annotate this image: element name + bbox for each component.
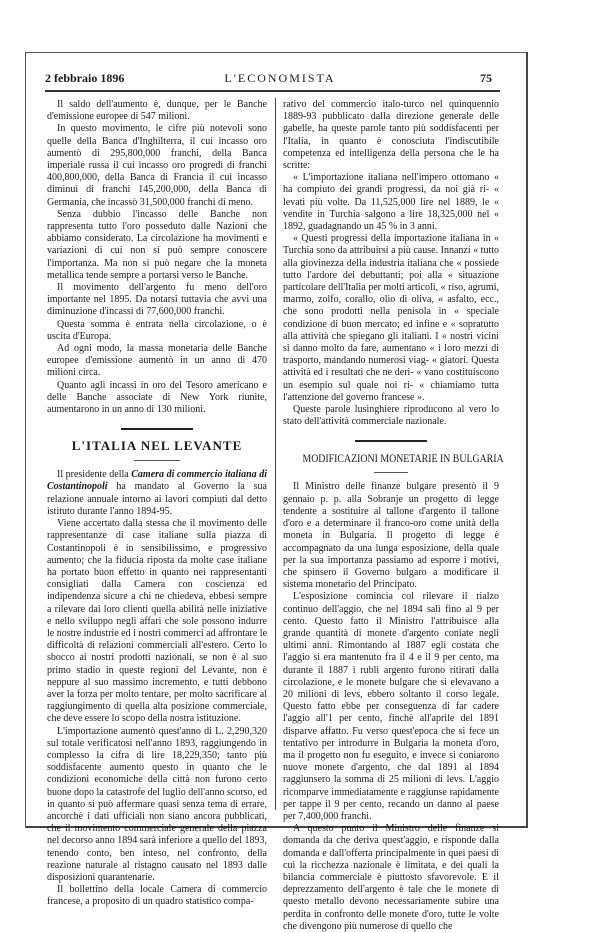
paragraph: Il presidente della Camera di commercio italiana di Costantinopoli ha mandato al Governo la sua relazione annuale intorno ai lavori compiuti dal detto istituto durante l'anno 1894-95. — [47, 469, 267, 517]
paragraph: Questa somma è entrata nella circolazione, o è uscita d'Europa. — [47, 318, 267, 342]
section-rule — [134, 460, 180, 461]
section-title-bulgaria: MODIFICAZIONI MONETARIE IN BULGARIA — [302, 451, 504, 466]
paragraph: Il Ministro delle finanze bulgare presentò il 9 gennaio p. p. alla Sobranje un progetto di legge tendente a sostituire al tallone d'argento il tallone d'oro e a determinare il franco-oro come unità della moneta in Bulgaria. Il progetto di legge è accompagnato da una lunga esposizione, della quale per la sua importanza passiamo ad esporre i motivi, che spinsero il Governo bulgaro a modificare il sistema monetario del Principato. — [283, 481, 499, 591]
section-rule — [121, 428, 193, 430]
quote: « L'importazione italiana nell'impero ottomano « ha compiuto dei grandi progressi, da noi già ri- « levati più volte. Da 11,525,000 lire nel 1889, le « vendite in Turchia salgono a lire 18,325,000 nel « 1892, guadagnando un 45 % in 3 anni. — [283, 172, 499, 233]
issue-date: 2 febbraio 1896 — [45, 71, 125, 85]
paragraph: Il movimento dell'argento fu meno dell'oro importante nel 1895. Da notarsi tuttavia che avvi una diminuzione d'incassi di 77,600,000 franchi. — [47, 282, 267, 318]
levante-article — [47, 469, 267, 908]
page-number: 75 — [480, 71, 492, 85]
paragraph: Ad ogni modo, la massa monetaria delle Banche europee d'emissione aumentò in un anno di 470 milioni circa. — [47, 343, 267, 379]
section-title-levante: L'ITALIA NEL LEVANTE — [71, 438, 243, 454]
quote: « Questi progressi della importazione italiana in « Turchia sono da attribuirsi a più cause. Innanzi « tutto alla giovinezza della industria italiana che « possiede tutto l'ardore dei debuttanti; poi alla « situazione particolare dell'Italia per molti articoli, « riso, agrumi, marmo, zolfo, corallo, olio di oliva, « asfalto, ecc., che sono prodotti nella penisola in « speciale condizione di buon mercato; ed infine e « sopratutto alla attività che spiegano gli italiani. I « nostri vicini si danno molto da fare, aumentano « i loro mezzi di trasporto, mandando numerosi viag- « giatori. Questa attività ed i resultati che ne deri- « vano costituiscono un esempio sul quale noi ri- « chiamiamo tutta l'attenzione del governo francese ». — [283, 233, 499, 403]
chamber-name: Camera di commercio italiana di Costantinopoli — [47, 469, 267, 493]
left-column-top — [47, 99, 267, 416]
paragraph: Queste parole lusinghiere riproducono al vero lo stato dell'attività commerciale nazionale. — [283, 404, 499, 428]
bulgaria-article — [283, 481, 499, 933]
paragraph: L'importazione aumentò quest'anno di L. 2,290,320 sul totale verificatosi nell'anno 1893, raggiungendo in complesso la cifra di lire 18,229,350; tanto più soddisfacente aumento questo in quanto che le condizioni economiche della città non furono certo buone dopo la catastrofe del luglio dell'anno scorso, ed in quanto si può affermare quasi senza tema di errare, ancorchè i dati ufficiali non siano ancora pubblicati, che il movimento commerciale generale della piazza nel decorso anno 1894 sarà inferiore a quello del 1893, tenendo conto, ben inteso, nel confronto, della reazione naturale al ristagno causato nel 1893 dalle disposizioni quarantenarie. — [47, 725, 267, 883]
journal-title: L'ECONOMISTA — [224, 71, 336, 85]
section-rule — [355, 440, 427, 442]
paragraph: Il bollettino della locale Camera di commercio francese, a proposito di un quadro statistico compa- — [47, 884, 267, 908]
right-column — [283, 99, 504, 933]
paragraph: L'esposizione comincia col rilevare il rialzo continuo dell'aggio, che nel 1894 salì fino al 9 per cento. Questo fatto il Ministro l'attribuisce alla grande quantità di monete d'argento coniate negli ultimi anni. Rimontando al 1887 egli costata che l'aggio si era mantenuto fra il 4 e il 9 per cento, ma durante il 1887 i rubli argento furono ritirati dalla circolazione, e le monete bulgare che si elevavano a 20 milioni di levs, ebbero soltanto il corso legale. Questo fatto ebbe per conseguenza di far cadere l'aggio all'1 per cento, finchè all'aprile del 1891 disparve affatto. Fu verso quest'epoca che si fece un tentativo per introdurre in Bulgaria la moneta d'oro, ma il progetto non fu eseguito, e invece si coniarono nuove monete d'argento, che dal 1891 al 1894 raggiunsero la somma di 25 milioni di levs. L'aggio ricomparve immediatamente e raggiunse rapidamente per tappe il 9 per cento, recando un danno al paese per 7,400,000 franchi. — [283, 591, 499, 822]
column-divider — [275, 98, 276, 810]
header-rule — [45, 90, 500, 92]
paragraph: A questo punto il Ministro delle finanze si domanda da che deriva quest'aggio, e risponde dalla domanda e dall'offerta principalmente in quei paesi di cui la ricchezza nazionale è limitata, e dei quali la bilancia commerciale è piuttosto sfavorevole. E il deprezzamento dell'argento è tale che le monete di questo metallo devono necessariamente subire una perdita in confronto delle monete d'oro, tutte le volte che divengono più numerose di quello che — [283, 823, 499, 932]
paragraph: Viene accertato dalla stessa che il movimento delle rappresentanze di case italiane sulla piazza di Costantinopoli è in sensibilissimo, e progressivo aumento; che la fiducia riposta da molte case italiane ha portato buon effetto in quanto nei rappresentanti consigliati dalla Camera con coscienza ed indipendenza sicure a chi ne chiedeva, ebbesi sempre a rilevare dai loro clienti quella abilità nelle iniziative e nello sviluppo negli affari che sole possono indurre le nostre industrie ed i nostri commerci ad affrontare le difficoltà di relazioni commerciali all'estero. Certo lo sbocco ai nostri prodotti nazionali, se non è al suo primo stadio in queste regioni del Levante, non è neppure al suo massimo incremento, e tutti debbono aver la forza per molto tentare, per molto sacrificare al raggiungimento di quella alta posizione commerciale, che deve essere lo scopo della nostra istituzione. — [47, 518, 268, 725]
paragraph: In questo movimento, le cifre più notevoli sono quelle della Banca d'Inghilterra, il cui incasso oro aumentò di 295,800,000 franchi, della Banca imperiale russa il cui incasso oro progredì di franchi 400,800,000, della Banca di Francia il cui incasso diminuì di franchi 145,200,000, della Banca di Germania, che incassò 31,500,000 franchi di meno. — [47, 123, 267, 208]
paragraph: Senza dubbio l'incasso delle Banche non rappresenta tutto l'oro posseduto dalle Nazioni che abbiamo considerato. La circolazione ha movimenti e variazioni di cui non si può sempre conoscere l'importanza. Ma non si può negare che la moneta metallica tende sempre a portarsi verso le Banche. — [47, 208, 267, 281]
right-column-top — [283, 99, 499, 428]
paragraph: rativo del commercio italo-turco nel quinquennio 1889-93 pubblicato dalla direzione generale delle gabelle, ha queste parole tanto più soddisfacenti per l'Italia, in quanto è conosciuta l'indiscutibile competenza ed intelligenza della persona che le ha scritte: — [283, 99, 499, 172]
left-column — [47, 99, 267, 909]
section-rule — [374, 472, 408, 473]
paragraph: Il saldo dell'aumento è, dunque, per le Banche d'emissione europee di 547 milioni. — [47, 99, 267, 123]
paragraph: Quanto agli incassi in oro del Tesoro americano e delle Banche associate di New York riunite, aumentarono in un anno di 130 milioni. — [47, 379, 267, 416]
